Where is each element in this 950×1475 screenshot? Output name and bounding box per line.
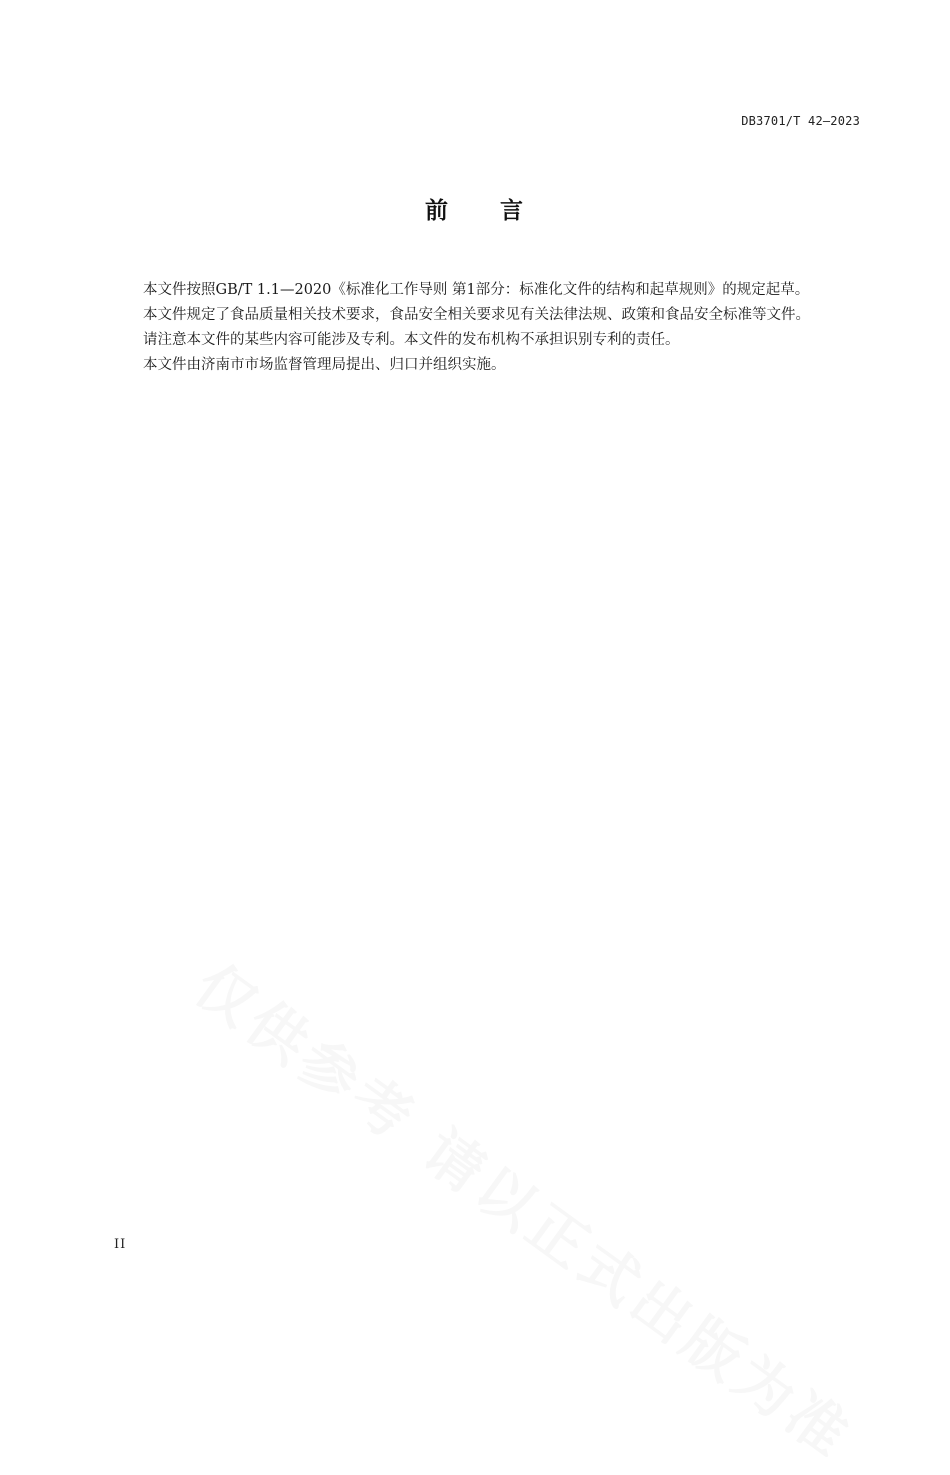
page-title: 前 言	[425, 198, 525, 224]
foreword-body	[114, 278, 859, 378]
paragraph-drafting-basis: 本文件按照GB/T 1.1—2020《标准化工作导则 第1部分：标准化文件的结构和起草规则》的规定起草。	[143, 282, 810, 298]
paragraph-patent-notice: 请注意本文件的某些内容可能涉及专利。本文件的发布机构不承担识别专利的责任。	[143, 332, 680, 348]
watermark: 仅供参考 请以正式出版为准	[182, 950, 865, 1473]
paragraph-scope-note: 本文件规定了食品质量相关技术要求，食品安全相关要求见有关法律法规、政策和食品安全标准等文件。	[143, 307, 810, 323]
page-number: II	[114, 1237, 127, 1252]
paragraph-proposer: 本文件由济南市市场监督管理局提出、归口并组织实施。	[143, 357, 506, 373]
document-code: DB3701/T 42—2023	[741, 114, 860, 128]
